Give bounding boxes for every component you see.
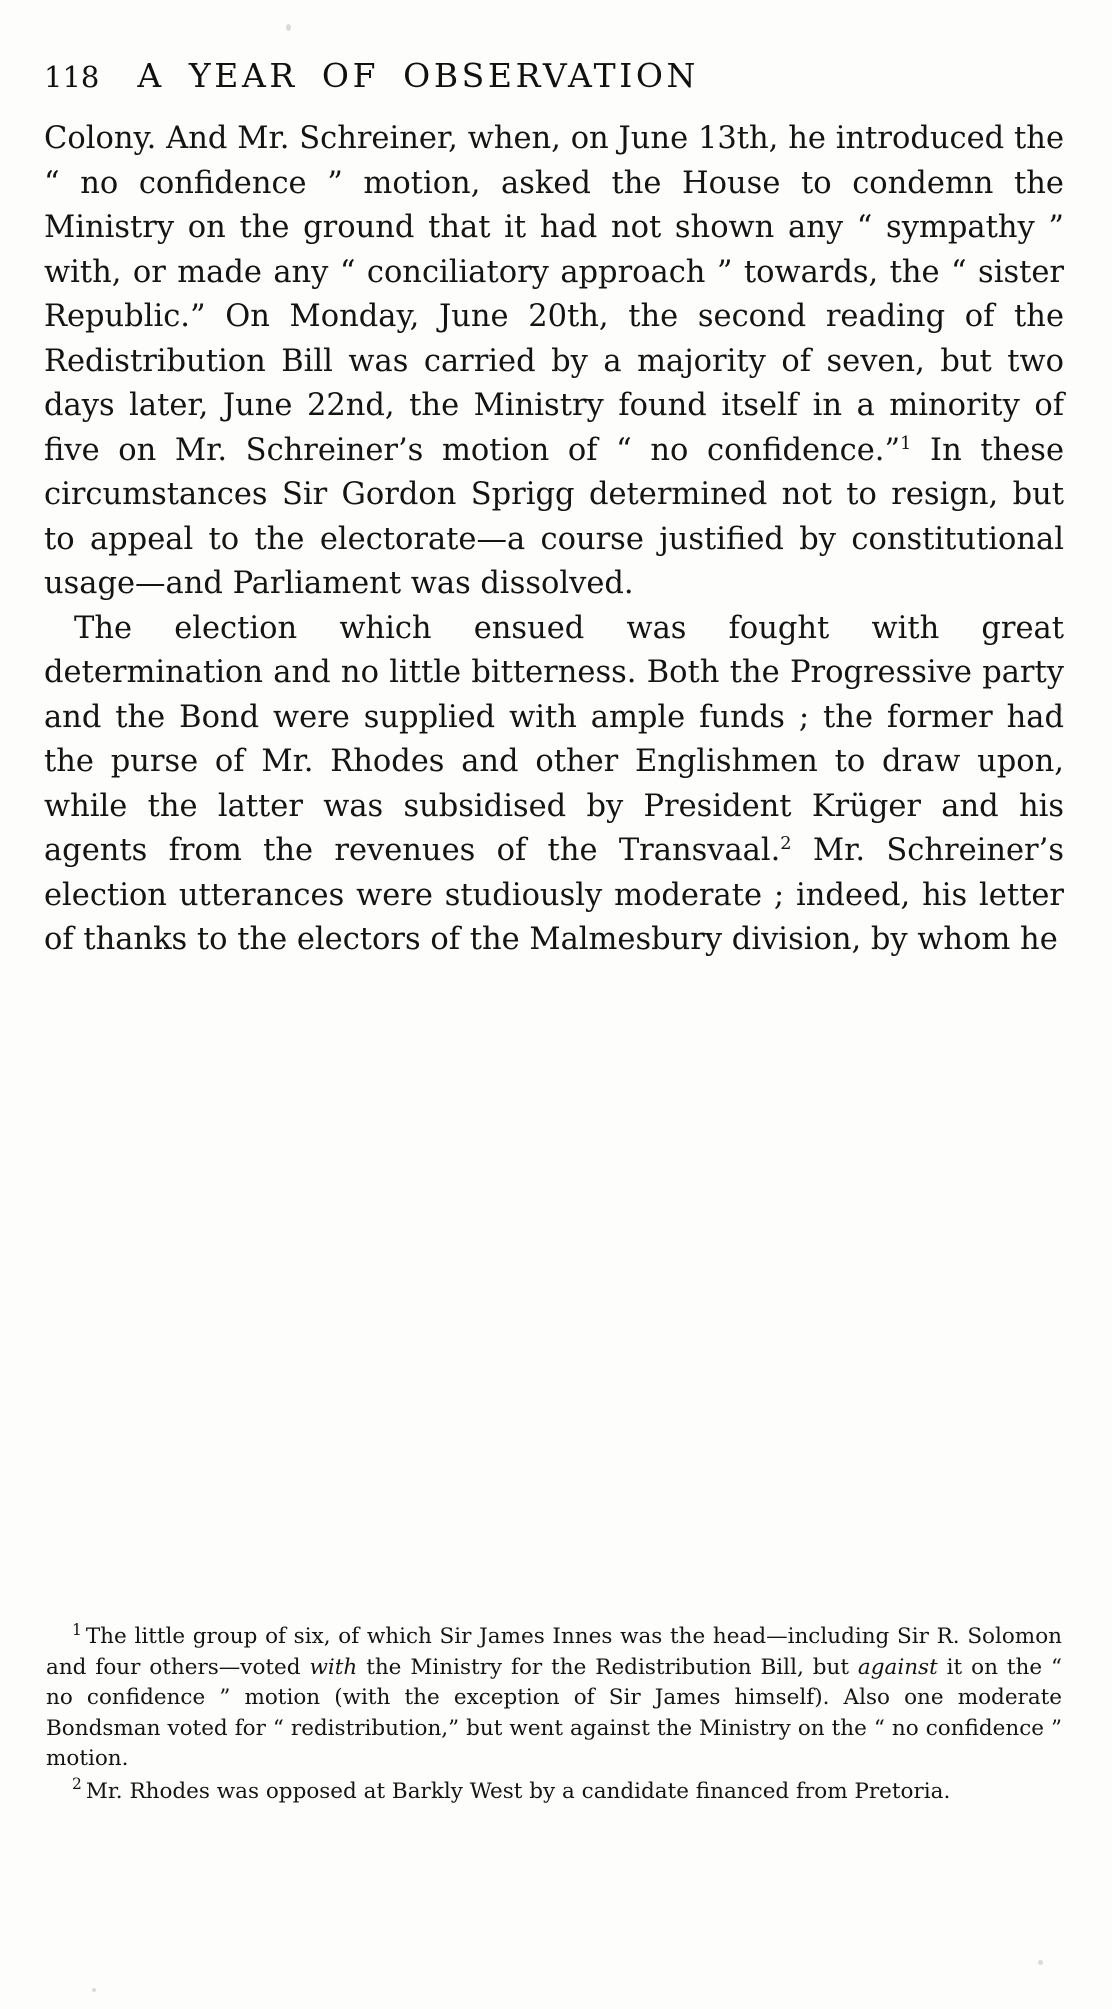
footnote-2: [46, 1777, 1062, 1808]
page-content: [44, 56, 1064, 963]
paper-speck: [1038, 1960, 1043, 1965]
footnote-1-part-5: it on the “ no confidence ” motion (with the exception of Sir James himself). Also one moderate Bondsman voted for “ redistribution,” but went against the Ministry on the “ no confidence ” motion.: [46, 1654, 1062, 1771]
footnote-1-part-3: the Ministry for the Redistribution Bill, but: [357, 1654, 858, 1680]
footnote-2-marker: 2: [72, 1775, 82, 1794]
footnote-ref-2[interactable]: 2: [780, 833, 792, 854]
paragraph-2-continuation: Mr. Schreiner’s election utterances were studiously moderate ; indeed, his letter of thanks to the electors of the Malmesbury division, by whom he: [44, 833, 1064, 957]
paragraph-2: [44, 607, 1064, 963]
footnotes-section: [46, 1622, 1062, 1809]
footnote-1: [46, 1622, 1062, 1775]
footnote-1-marker: 1: [72, 1620, 82, 1639]
running-head: [44, 56, 1064, 95]
footnote-2-part-1: Mr. Rhodes was opposed at Barkly West by a candidate financed from Pretoria.: [85, 1778, 951, 1804]
paper-speck: [286, 24, 291, 31]
footnote-1-part-1: The little group of six, of which Sir James Innes was the head—including Sir R. Solomon and four others—voted: [46, 1624, 1062, 1680]
paragraph-1-text: Colony. And Mr. Schreiner, when, on June 13th, he introduced the “ no confidence ” motion, asked the House to condemn the Ministry on the ground that it had not shown any “ sympathy ” with, or made any “ conciliatory approach ” towards, the “ sister Republic.” On Monday, June 20th, the second reading of the Redistribution Bill was carried by a majority of seven, but two days later, June 22nd, the Ministry found itself in a minority of five on Mr. Schreiner’s motion of “ no confidence.”: [44, 121, 1064, 468]
page-title: A YEAR OF OBSERVATION: [137, 56, 700, 95]
footnote-ref-1[interactable]: 1: [900, 433, 912, 454]
page-number: 118: [44, 60, 100, 94]
footnote-1-part-2: with: [309, 1654, 358, 1680]
paper-speck: [92, 1988, 96, 1992]
footnote-1-part-4: against: [857, 1654, 938, 1680]
paragraph-1-continuation: In these circumstances Sir Gordon Sprigg determined not to resign, but to appeal to the electorate—a course justified by constitutional usage—and Parliament was dissolved.: [44, 432, 1064, 601]
paragraph-1: [44, 117, 1064, 607]
paragraph-2-text: The election which ensued was fought with great determination and no little bitterness. Both the Progressive party and the Bond were supplied with ample funds ; the former had the purse of Mr. Rhodes and other Englishmen to draw upon, while the latter was subsidised by President Krüger and his agents from the revenues of the Transvaal.: [44, 610, 1064, 868]
